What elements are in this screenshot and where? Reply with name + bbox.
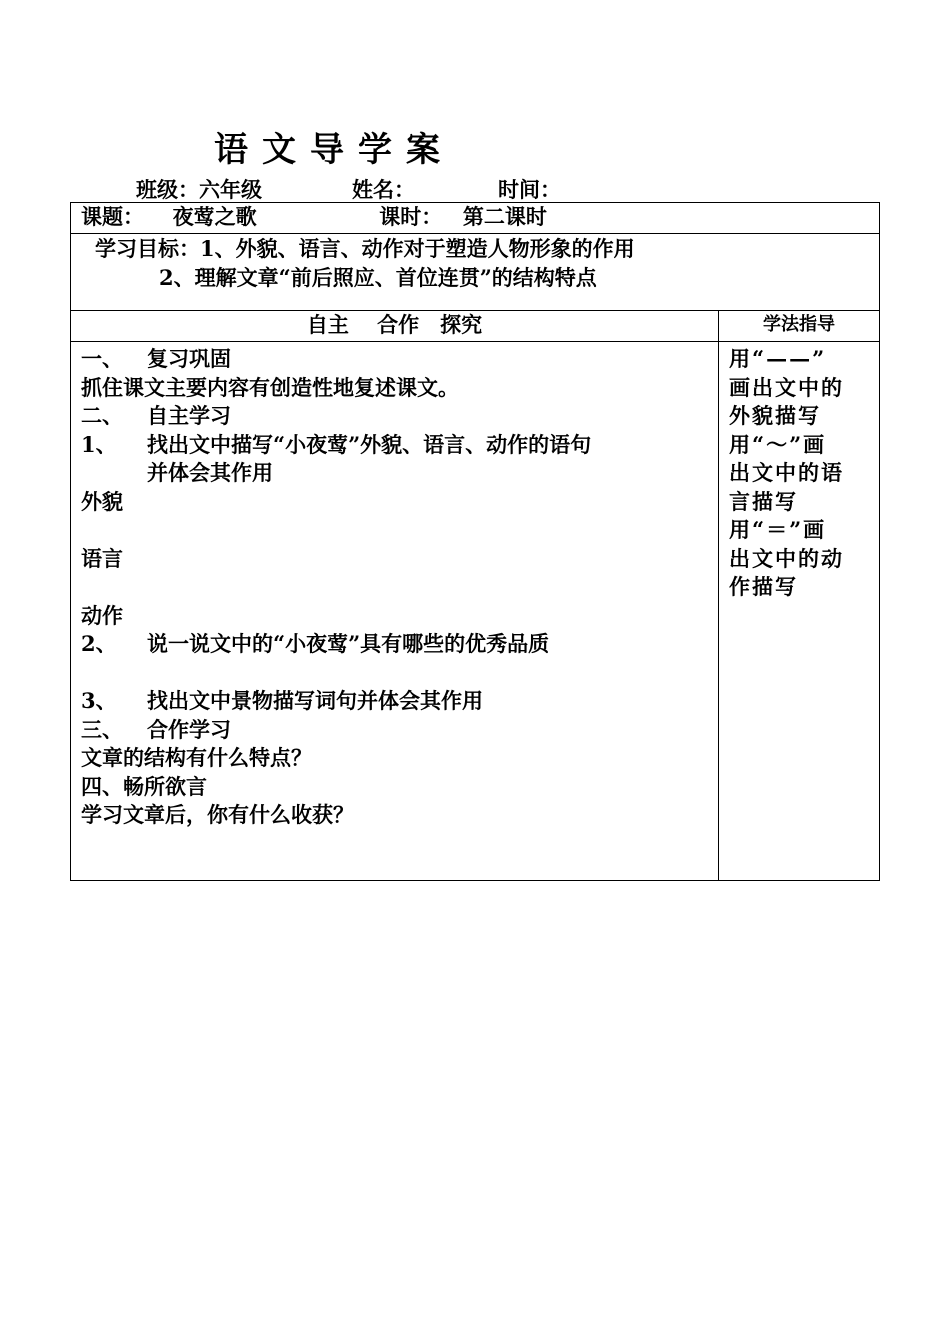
q1-num: 1、 [81,431,117,457]
topic-cell [71,203,880,234]
s3-text: 文章的结构有什么特点？ [81,745,312,770]
topic-value: 夜莺之歌 [172,204,257,229]
s1-text: 抓住课文主要内容有创造性地复述课文。 [81,374,459,400]
header-row [71,311,880,342]
s3-title: 合作学习 [147,716,231,742]
guide-line: 出文中的动 [729,545,844,571]
header-left: 自主 合作 探究 [71,311,719,342]
guide-line: 画出文中的 [729,374,844,400]
goal-2: 2、理解文章“前后照应、首位连贯”的结构特点 [159,264,597,290]
topic-label: 课题： [81,204,144,229]
lesson-table [70,202,880,881]
q2-text: 说一说文中的“小夜莺”具有哪些的优秀品质 [147,631,550,656]
appearance-label: 外貌 [81,488,123,514]
guide-line: 用“——” [729,346,827,371]
q1-line2: 并体会其作用 [147,460,273,485]
period-value: 第二课时 [462,204,547,229]
s2-title: 自主学习 [147,403,231,428]
page-title: 语文导学案 [214,130,454,170]
s1-num: 一、 [81,346,123,371]
language-label: 语言 [81,545,123,571]
main-cell [71,342,719,881]
goal-1: 1、外貌、语言、动作对于塑造人物形象的作用 [200,236,635,261]
s4-text: 学习文章后，你有什么收获？ [81,802,354,827]
time-label: 时间： [498,177,561,202]
class-label: 班级：六年级 [136,177,262,202]
topic-row [71,203,880,234]
goals-cell [71,234,880,311]
guide-line: 用“～”画 [729,431,827,457]
name-label: 姓名： [352,177,415,202]
s1-title: 复习巩固 [147,346,231,371]
s4-title: 四、畅所欲言 [81,773,207,799]
q2-num: 2、 [81,631,117,656]
goals-label: 学习目标： [95,236,200,261]
main-row [71,342,880,881]
guide-line: 用“＝”画 [729,517,827,542]
goals-row [71,234,880,311]
s3-num: 三、 [81,716,123,742]
guide-line: 作描写 [729,574,798,599]
q3-text: 找出文中景物描写词句并体会其作用 [147,688,483,713]
header-right: 学法指导 [719,311,880,342]
q3-num: 3、 [81,688,117,713]
s2-num: 二、 [81,403,123,428]
guide-line: 言描写 [729,488,798,514]
q1-line1: 找出文中描写“小夜莺”外貌、语言、动作的语句 [147,431,592,457]
guide-line: 外貌描写 [729,403,821,428]
guide-line: 出文中的语 [729,460,844,485]
guide-cell [719,342,880,881]
action-label: 动作 [81,602,123,628]
period-label: 课时： [379,204,443,229]
